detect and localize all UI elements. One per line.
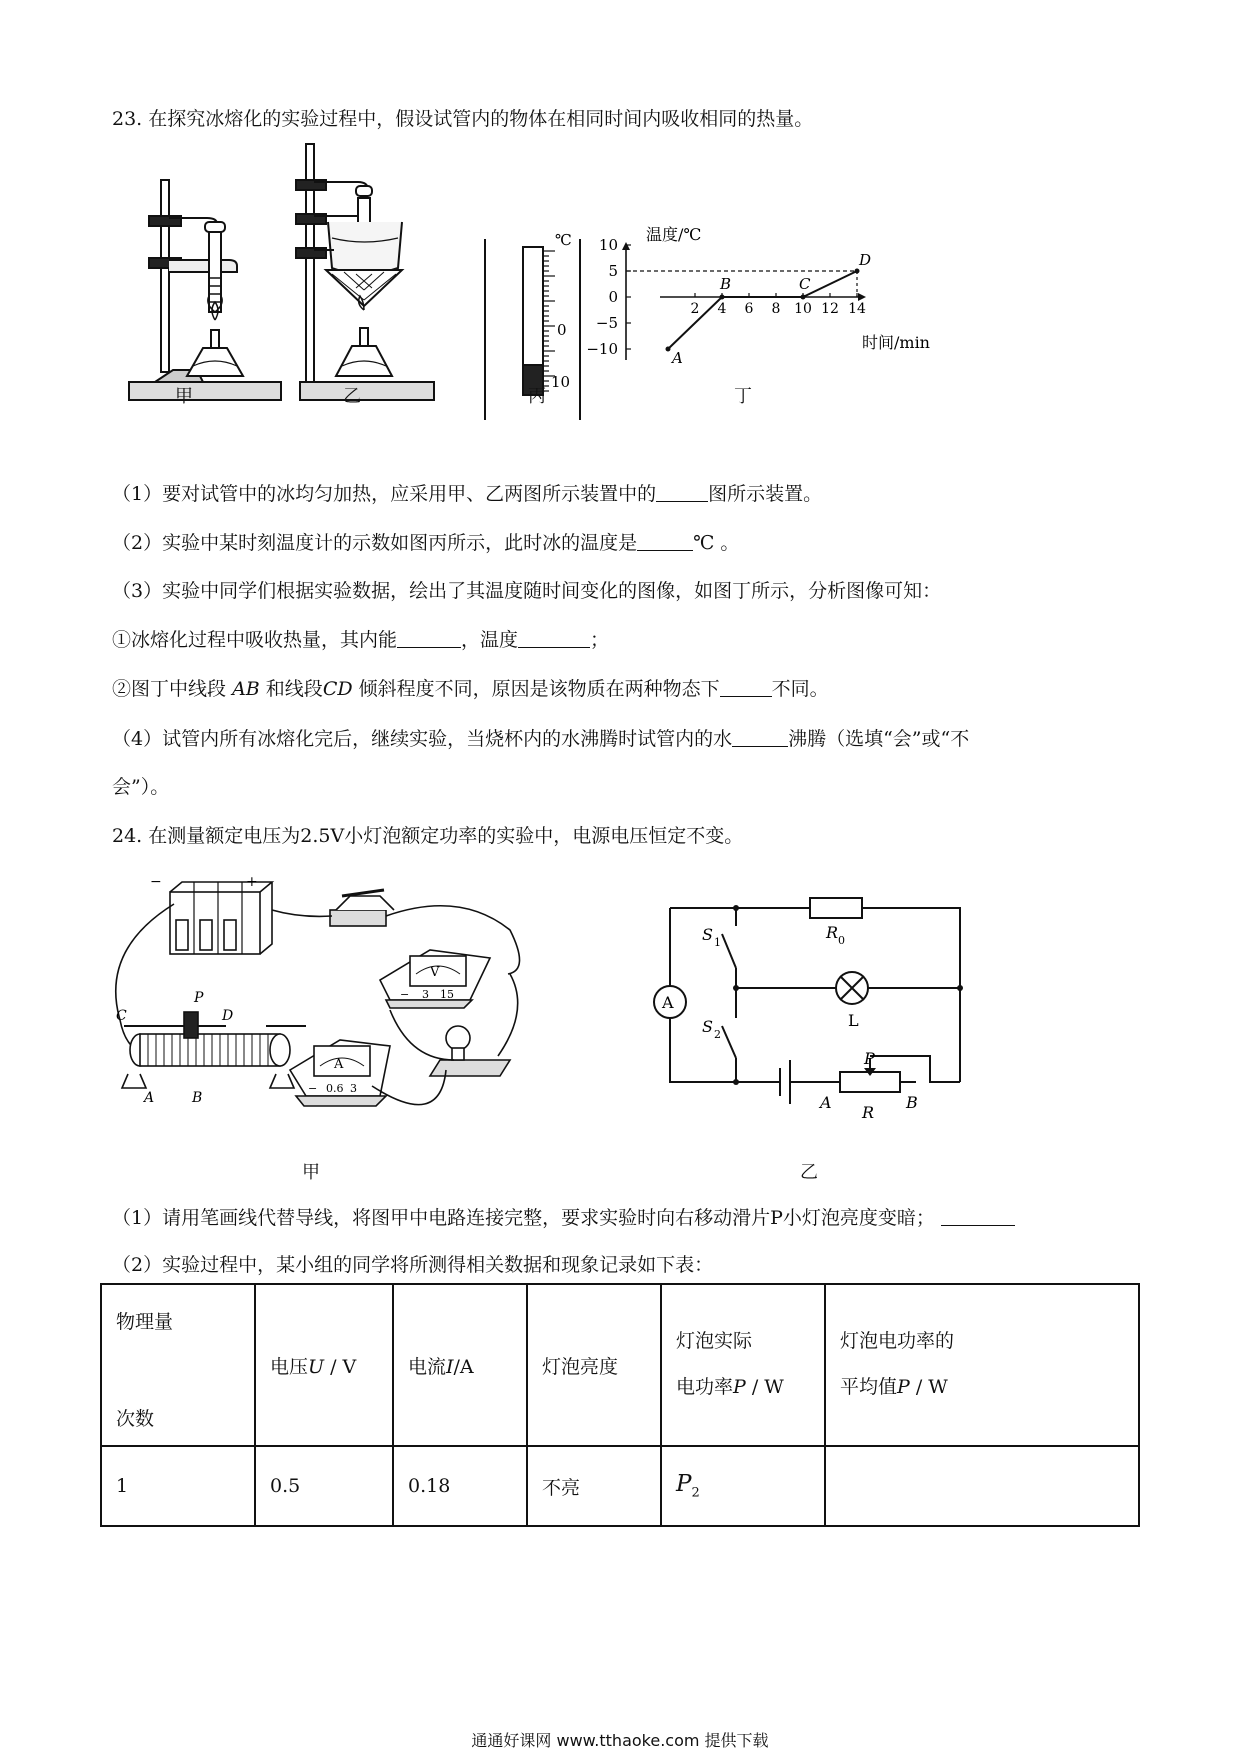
svg-text:P: P [864,1049,875,1068]
apparatus-yi [298,140,438,410]
svg-text:+: + [246,874,258,890]
cell-current: 0.18 [393,1446,527,1526]
y-tick-label: −5 [595,314,618,332]
svg-text:15: 15 [440,988,454,1001]
cell-count: 1 [101,1446,255,1526]
svg-text:R: R [826,923,839,942]
svg-text:R: R [862,1103,875,1122]
caption-yi: 乙 [343,386,361,407]
header-actual-power: 灯泡实际 电功率P / W [661,1284,825,1446]
svg-text:0: 0 [838,934,845,947]
cell-average-power[interactable] [825,1446,1139,1526]
q23-part4-cont: 会”）。 [112,776,170,798]
header-voltage: 电压U / V [255,1284,393,1446]
answer-blank-2[interactable] [637,531,693,551]
svg-text:S: S [702,925,713,944]
graph-xlabel: 时间/min [862,333,930,352]
answer-blank-3[interactable] [397,628,461,648]
data-point [720,295,725,300]
y-tick-label: 10 [598,236,618,254]
svg-text:1: 1 [714,936,721,949]
q24-part2: （2）实验过程中，某小组的同学将所测得相关数据和现象记录如下表： [112,1254,714,1276]
apparatus-jia [125,170,285,410]
point-label: C [799,275,811,293]
table-header-row [101,1284,1139,1446]
x-tick-label: 12 [821,301,839,317]
data-table [100,1283,1140,1527]
x-tick-label: 8 [771,301,781,317]
circuit-schematic-yi [640,880,980,1130]
thermo-ten-label: 10 [551,373,571,391]
caption-ding: 丁 [734,386,752,407]
header-brightness: 灯泡亮度 [527,1284,661,1446]
q23-part3: （3）实验中同学们根据实验数据，绘出了其温度随时间变化的图像，如图丁所示，分析图像可知： [112,580,942,602]
q24-stem: 24. 在测量额定电压为2.5V小灯泡额定功率的实验中，电源电压恒定不变。 [112,825,744,847]
svg-text:−: − [400,988,410,1001]
table-row [101,1446,1139,1526]
data-point [855,269,860,274]
header-quantity-count: 物理量 次数 [101,1284,255,1446]
caption-q24-yi: 乙 [800,1162,818,1183]
q23-part1: （1）要对试管中的冰均匀加热，应采用甲、乙两图所示装置中的 图所示装置。 [112,483,823,505]
svg-text:A: A [662,993,674,1012]
point-label: D [859,251,872,269]
svg-text:L: L [848,1011,859,1030]
svg-text:A: A [820,1093,832,1112]
x-tick-label: 2 [690,301,700,317]
q24-part1: （1）请用笔画线代替导线，将图甲中电路连接完整，要求实验时向右移动滑片P小灯泡亮度变暗； [112,1206,1015,1230]
y-tick-label: 5 [608,262,618,280]
thermo-zero-label: 0 [557,321,567,339]
x-tick-label: 14 [848,301,866,317]
q23-part4: （4）试管内所有冰熔化完后，继续实验，当烧杯内的水沸腾时试管内的水 沸腾（选填“会”或“不 [112,728,970,750]
svg-text:3: 3 [422,988,429,1001]
caption-q24-jia: 甲 [302,1162,320,1183]
svg-text:−: − [308,1082,318,1095]
cell-brightness: 不亮 [527,1446,661,1526]
svg-text:B: B [192,1090,203,1106]
y-axis-arrow [622,242,630,250]
data-point [801,295,806,300]
svg-text:C: C [116,1008,127,1024]
svg-text:P: P [194,990,204,1006]
answer-blank-1[interactable] [656,482,708,502]
answer-blank-5[interactable] [720,677,772,697]
svg-text:D: D [222,1008,234,1024]
svg-text:3: 3 [350,1082,357,1095]
point-label: A [672,349,683,367]
svg-text:0.6: 0.6 [326,1082,344,1095]
q23-part3-item2: ②图丁中线段 AB 和线段CD 倾斜程度不同，原因是该物质在两种物态下 不同。 [112,678,829,700]
svg-text:B: B [906,1093,918,1112]
caption-bing: 丙 [528,386,546,407]
x-tick-label: 10 [794,301,812,317]
q23-part3-item1: ①冰熔化过程中吸收热量，其内能 ，温度 ； [112,629,610,651]
x-axis-arrow [858,293,866,301]
page-footer: 通通好课网 www.tthaoke.com 提供下载 [471,1731,769,1750]
cell-power[interactable]: $P_2$ [661,1446,825,1526]
svg-text:V: V [430,965,440,980]
y-tick-label: 0 [608,288,618,306]
q23-part2: （2）实验中某时刻温度计的示数如图丙所示，此时冰的温度是 ℃ 。 [112,532,740,554]
answer-blank-7[interactable] [941,1206,1015,1226]
data-point [666,347,671,352]
cell-voltage: 0.5 [255,1446,393,1526]
header-average-power: 灯泡电功率的 平均值P / W [825,1284,1139,1446]
circuit-pictorial-jia [110,870,580,1160]
q23-stem: 23. 在探究冰熔化的实验过程中，假设试管内的物体在相同时间内吸收相同的热量。 [112,108,814,130]
svg-text:−: − [150,874,162,890]
svg-text:2: 2 [714,1028,721,1041]
svg-text:A: A [334,1057,344,1072]
y-tick-label: −10 [586,340,618,358]
graph-ylabel: 温度/℃ [646,225,702,244]
thermo-unit-label: ℃ [555,231,572,249]
answer-blank-4[interactable] [518,628,590,648]
answer-blank-6[interactable] [732,727,788,747]
x-tick-label: 6 [744,301,754,317]
svg-text:S: S [702,1017,713,1036]
header-current: 电流I/A [393,1284,527,1446]
x-tick-label: 4 [717,301,727,317]
svg-text:A: A [144,1090,155,1106]
point-label: B [720,275,732,293]
caption-jia: 甲 [175,386,193,407]
temperature-time-graph [586,220,930,400]
